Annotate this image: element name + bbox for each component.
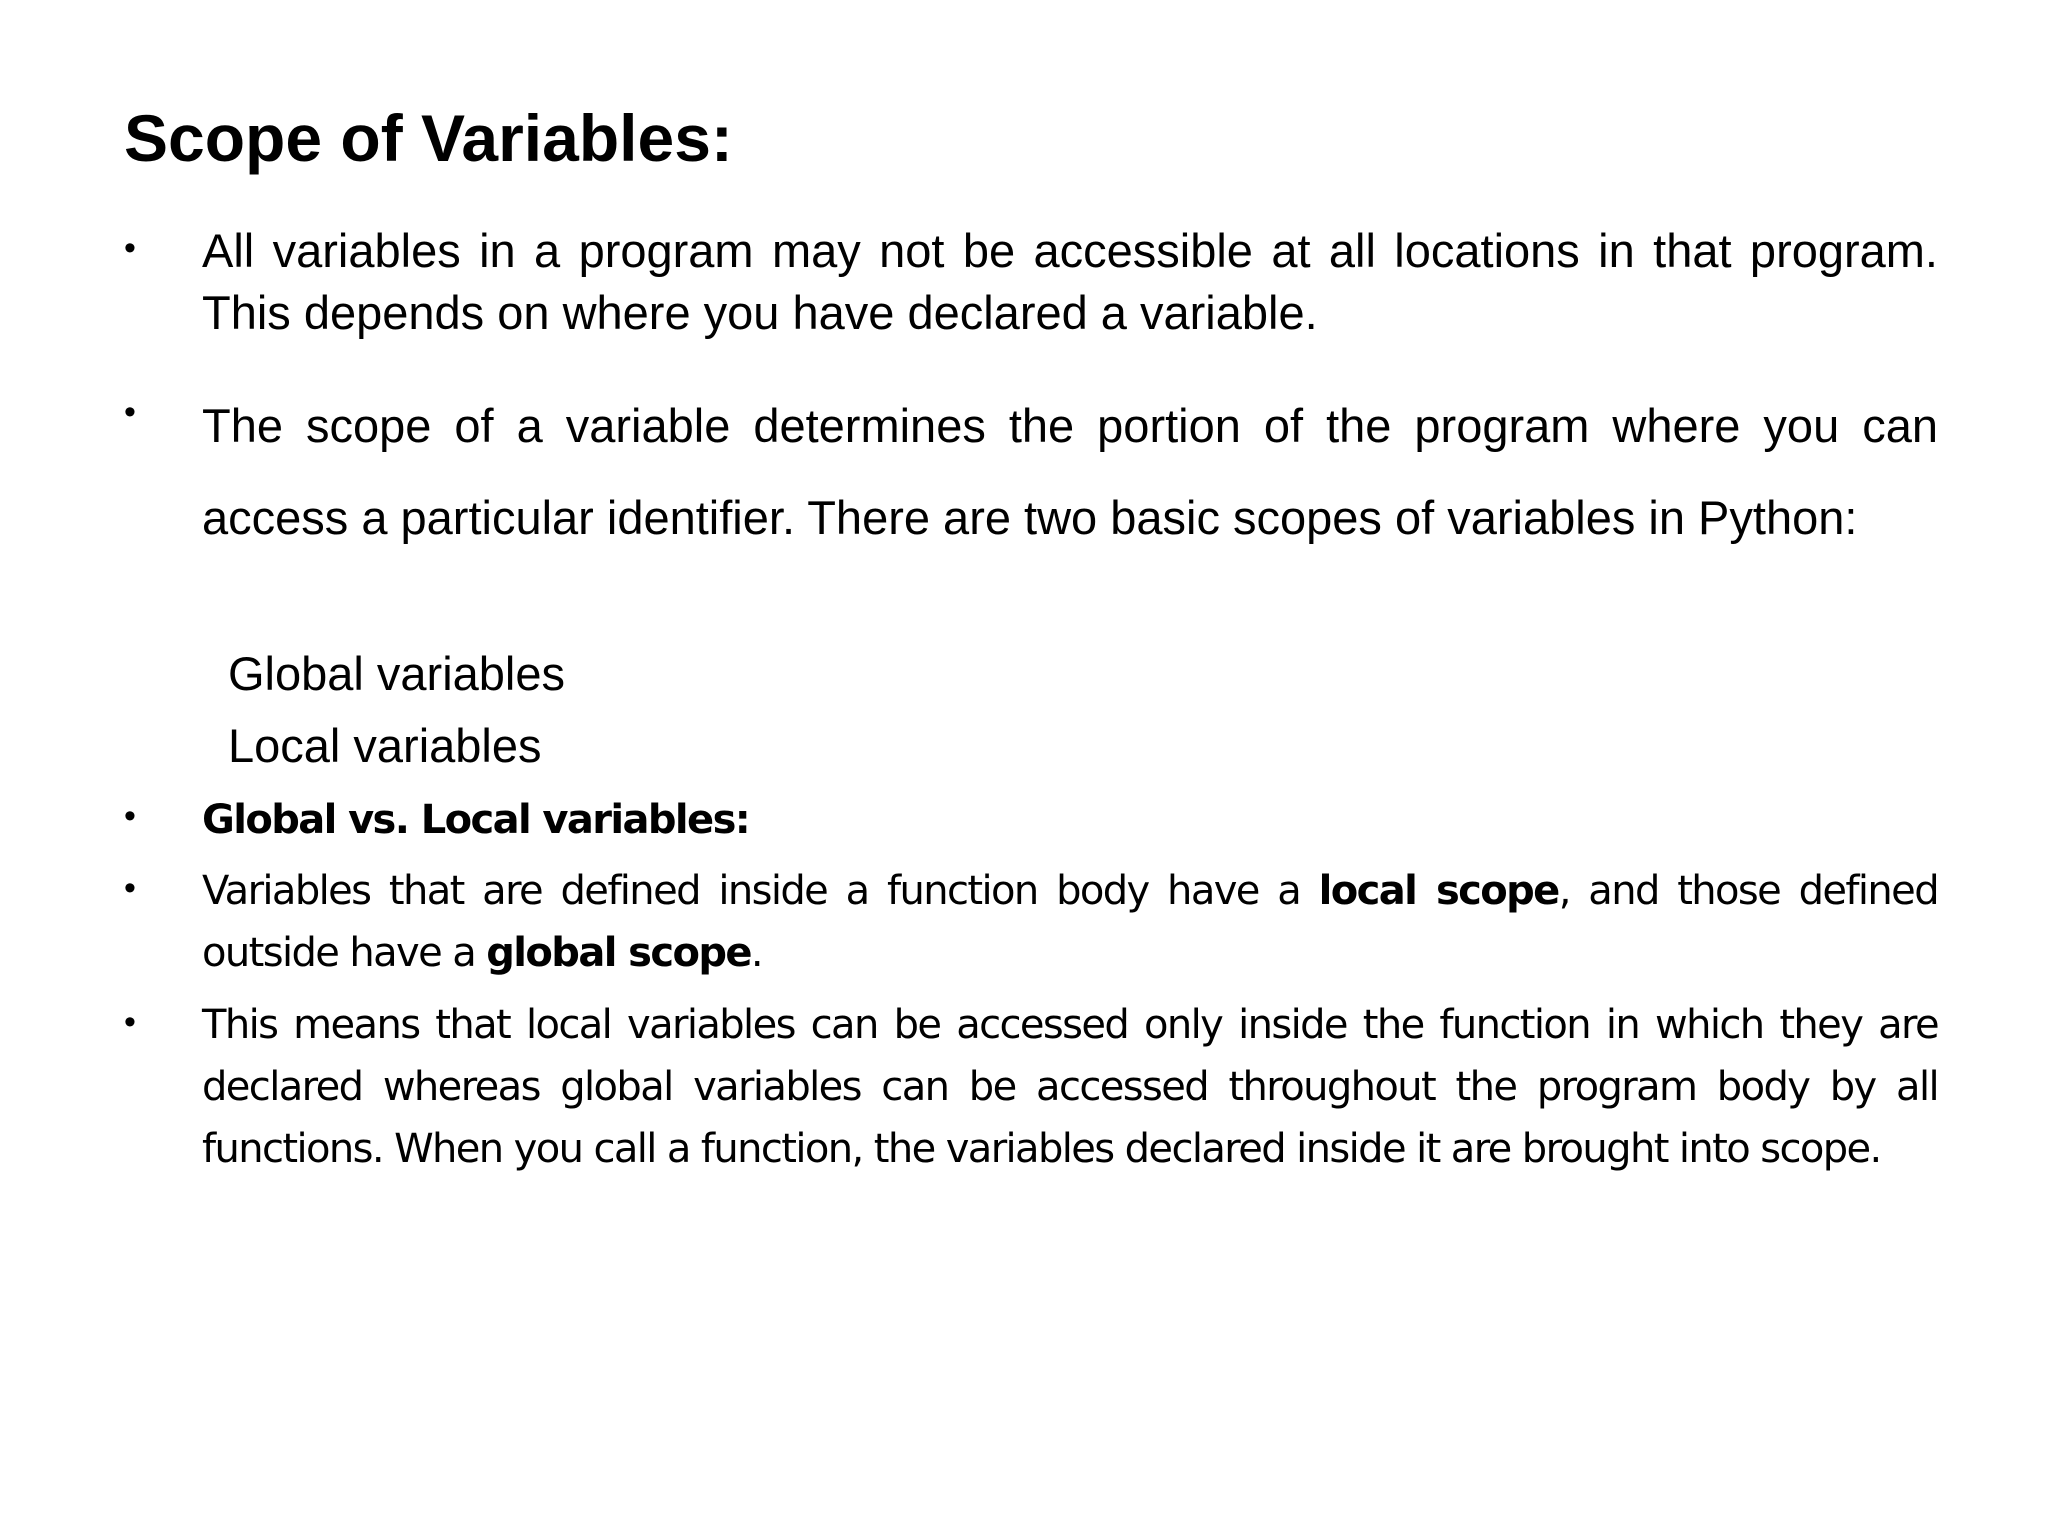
bullet-local-global-scope [202,860,1938,984]
bullet-marker: • [124,1003,136,1041]
text-segment: , and those defined outside have a [202,868,1938,976]
bullet-marker: • [124,393,136,431]
global-scope-term: global scope [486,930,751,976]
sub-item-local-variables: Local variables [228,719,542,772]
local-scope-term: local scope [1318,868,1559,914]
bullet-local-access-explanation: This means that local variables can be accessed only inside the function in which they are declared whereas global variables can be accessed throughout the program body by all functions. When you call a function, the variables declared inside it are brought into scope. [202,1002,1938,1172]
slide-title: Scope of Variables: [124,101,733,175]
bullet-marker: • [124,229,136,267]
bullet-scope-definition: The scope of a variable determines the portion of the program where you can access a particular identifier. There are two basic scopes of variables in Python: [202,399,1938,544]
bullet-global-vs-local-heading: Global vs. Local variables: [202,797,750,843]
bullet-accessibility: All variables in a program may not be accessible at all locations in that program. This depends on where you have declared a variable. [202,224,1938,339]
bullet-marker: • [124,797,136,835]
text-segment: . [750,930,763,976]
bullet-marker: • [124,869,136,907]
sub-item-global-variables: Global variables [228,647,566,700]
text-segment: Variables that are defined inside a function body have a [202,868,1319,914]
